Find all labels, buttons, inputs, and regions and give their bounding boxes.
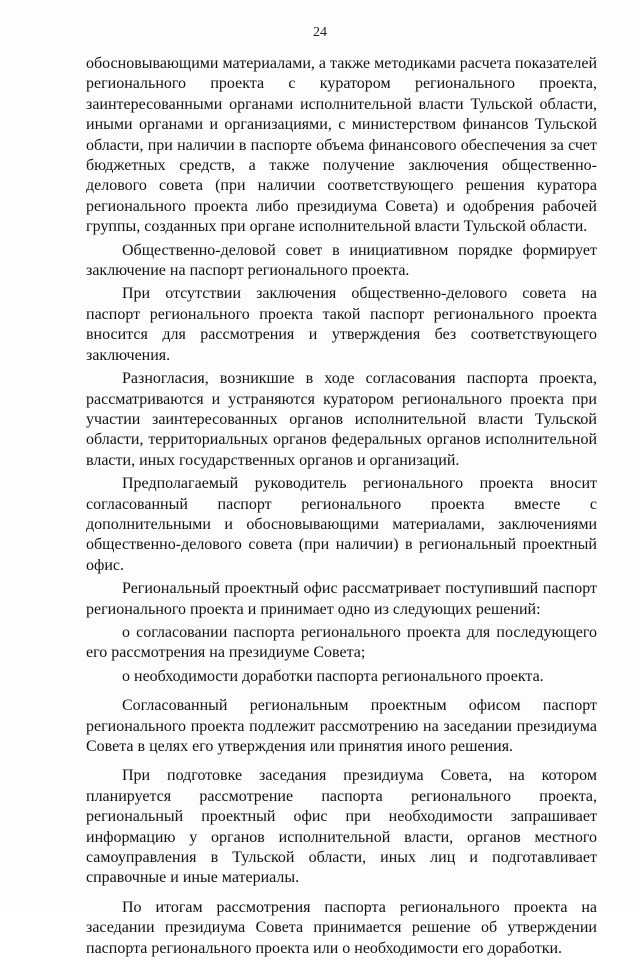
paragraph-decision-approve: о согласовании паспорта регионального проекта для последующего его рассмотрения на президиуме Совета; xyxy=(86,623,597,662)
paragraph-council-conclusion: Общественно-деловой совет в инициативном порядке формирует заключение на паспорт регионального проекта. xyxy=(86,241,597,280)
paragraph-continuation: обосновывающими материалами, а также методиками расчета показателей регионального проекта с куратором регионального проекта, заинтересованными органами исполнительной власти Тульской области, иными органами и организациями, с министерством финансов Тульской области, при наличии в паспорте объема финансового обеспечения за счет бюджетных средств, а также получение заключения общественно-делового совета (при наличии соответствующего решения куратора регионального проекта либо президиума Совета) и одобрения рабочей группы, созданных при органе исполнительной власти Тульской области. xyxy=(86,55,597,236)
body-text xyxy=(86,54,597,962)
paragraph-office-review: Региональный проектный офис рассматривает поступивший паспорт регионального проекта и принимает одно из следующих решений: xyxy=(86,580,597,618)
paragraph-meeting-preparation: При подготовке заседания президиума Совета, на котором планируется рассмотрение паспорта регионального проекта, региональный проектный офис при необходимости запрашивает информацию у органов исполнительной власти, органов местного самоуправления в Тульской области, иных лиц и подготавливает справочные и иные материалы. xyxy=(86,767,597,887)
page-number: 24 xyxy=(313,25,327,40)
paragraph-no-conclusion: При отсутствии заключения общественно-делового совета на паспорт регионального проекта такой паспорт регионального проекта вносится для рассмотрения и утверждения без соответствующего заключения. xyxy=(86,285,597,364)
paragraph-final-decision: По итогам рассмотрения паспорта регионального проекта на заседании президиума Совета принимается решение об утверждении паспорта регионального проекта или о необходимости его доработки. xyxy=(86,898,597,957)
paragraph-presidium-review: Согласованный региональным проектным офисом паспорт регионального проекта подлежит рассмотрению на заседании президиума Совета в целях его утверждения или принятия иного решения. xyxy=(86,697,597,755)
paragraph-submission: Предполагаемый руководитель регионального проекта вносит согласованный паспорт регионального проекта вместе с дополнительными и обосновывающими материалами, заключениями общественно-делового совета (при наличии) в региональный проектный офис. xyxy=(86,475,597,574)
paragraph-decision-revise: о необходимости доработки паспорта регионального проекта. xyxy=(122,667,544,685)
paragraph-disagreements: Разногласия, возникшие в ходе согласования паспорта проекта, рассматриваются и устраняются куратором регионального проекта при участии заинтересованных органов исполнительной власти Тульской области, территориальных органов федеральных органов исполнительной власти, иных государственных органов и организаций. xyxy=(86,370,597,469)
